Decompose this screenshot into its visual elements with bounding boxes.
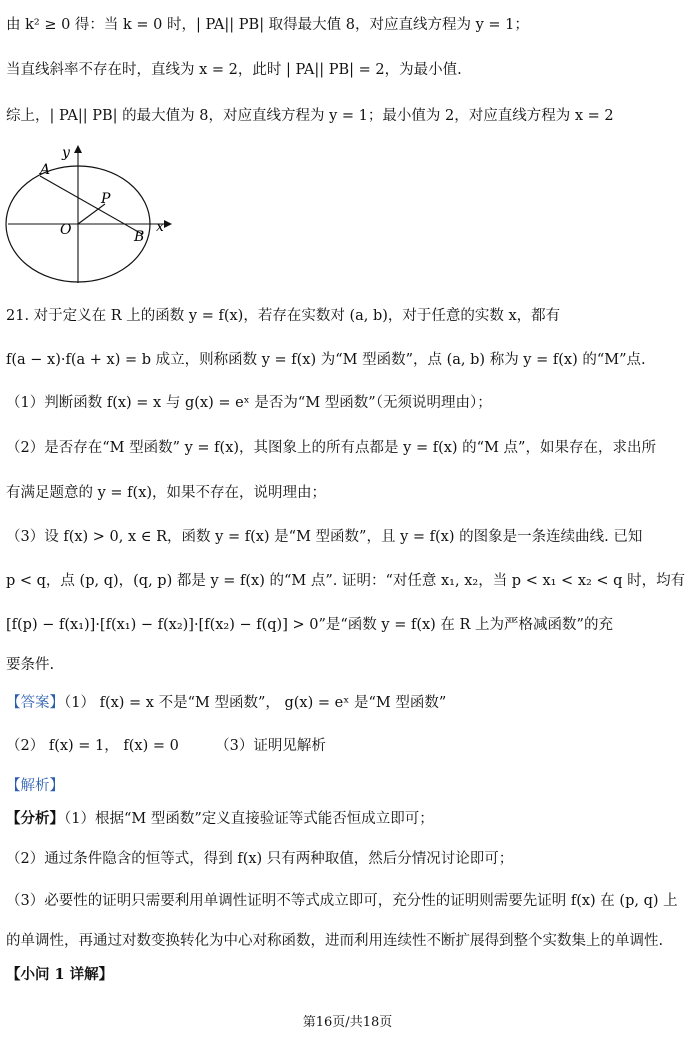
line-1: 由 k² ≥ 0 得：当 k = 0 时，| PA|| PB| 取得最大值 8，对应直线方程为 y = 1； bbox=[6, 17, 529, 33]
segment-op bbox=[78, 204, 105, 224]
fenxi-tag: 【分析】 bbox=[6, 810, 64, 827]
label-o: O bbox=[60, 222, 72, 238]
line-q21-3d: 要条件. bbox=[6, 657, 55, 673]
label-y: y bbox=[62, 145, 70, 161]
label-a: A bbox=[40, 162, 51, 178]
line-q21-2b: 有满足题意的 y = f(x)，如果不存在，说明理由； bbox=[6, 485, 327, 501]
fenxi-line-2: （2）通过条件隐含的恒等式，得到 f(x) 只有两种取值，然后分情况讨论即可； bbox=[6, 851, 514, 867]
answer-text-1: （1） f(x) = x 不是“M 型函数”， g(x) = eˣ 是“M 型函数” bbox=[64, 695, 447, 711]
subquestion-heading: 【小问 1 详解】 bbox=[6, 966, 114, 983]
label-b: B bbox=[134, 229, 145, 245]
x-axis-arrow bbox=[164, 220, 172, 228]
line-q21-2a: （2）是否存在“M 型函数” y = f(x)，其图象上的所有点都是 y = f(x) 的“M 点”，如果存在，求出所 bbox=[6, 440, 656, 456]
answer-line bbox=[6, 693, 687, 713]
fenxi-line-3b: 的单调性，再通过对数变换转化为中心对称函数，进而利用连续性不断扩展得到整个实数集上的单调性. bbox=[6, 933, 664, 949]
line-q21-3a: （3）设 f(x) > 0, x ∈ R，函数 y = f(x) 是“M 型函数”，且 y = f(x) 的图象是一条连续曲线. 已知 bbox=[6, 529, 643, 545]
answer-tag: 【答案】 bbox=[6, 695, 64, 711]
line-q21-3b: p < q，点 (p, q)，(q, p) 都是 y = f(x) 的“M 点”. 证明：“对任意 x₁, x₂，当 p < x₁ < x₂ < q 时，均有 bbox=[6, 573, 686, 589]
line-2: 当直线斜率不存在时，直线为 x = 2，此时 | PA|| PB| = 2，为最小值. bbox=[6, 62, 462, 78]
line-q21-def: f(a − x)·f(a + x) = b 成立，则称函数 y = f(x) 为“M 型函数”，点 (a, b) 称为 y = f(x) 的“M”点. bbox=[6, 352, 646, 368]
line-ab bbox=[40, 176, 142, 234]
fenxi-line-3a: （3）必要性的证明只需要利用单调性证明不等式成立即可，充分性的证明则需要先证明 f(x) 在 (p, q) 上 bbox=[6, 893, 678, 909]
answer-line-2: （2） f(x) = 1， f(x) = 0 （3）证明见解析 bbox=[6, 738, 326, 754]
line-q21: 21. 对于定义在 R 上的函数 y = f(x)，若存在实数对 (a, b)，对于任意的实数 x，都有 bbox=[6, 308, 561, 324]
analysis-heading: 【解析】 bbox=[6, 778, 64, 794]
label-p: P bbox=[101, 191, 111, 207]
y-axis-arrow bbox=[74, 145, 82, 153]
label-x: x bbox=[156, 219, 164, 235]
fenxi-line bbox=[6, 809, 687, 829]
line-q21-3c: [f(p) − f(x₁)]·[f(x₁) − f(x₂)]·[f(x₂) − f(q)] > 0”是“函数 y = f(x) 在 R 上为严格减函数”的充 bbox=[6, 617, 613, 633]
page-footer: 第16页/共18页 bbox=[302, 1015, 393, 1030]
line-q21-1: （1）判断函数 f(x) = x 与 g(x) = eˣ 是否为“M 型函数”（无须说明理由）； bbox=[6, 395, 492, 411]
line-3: 综上，| PA|| PB| 的最大值为 8，对应直线方程为 y = 1；最小值为 2，对应直线方程为 x = 2 bbox=[6, 108, 614, 124]
fenxi-text: （1）根据“M 型函数”定义直接验证等式能否恒成立即可； bbox=[64, 811, 434, 827]
ellipse-diagram bbox=[4, 145, 184, 285]
